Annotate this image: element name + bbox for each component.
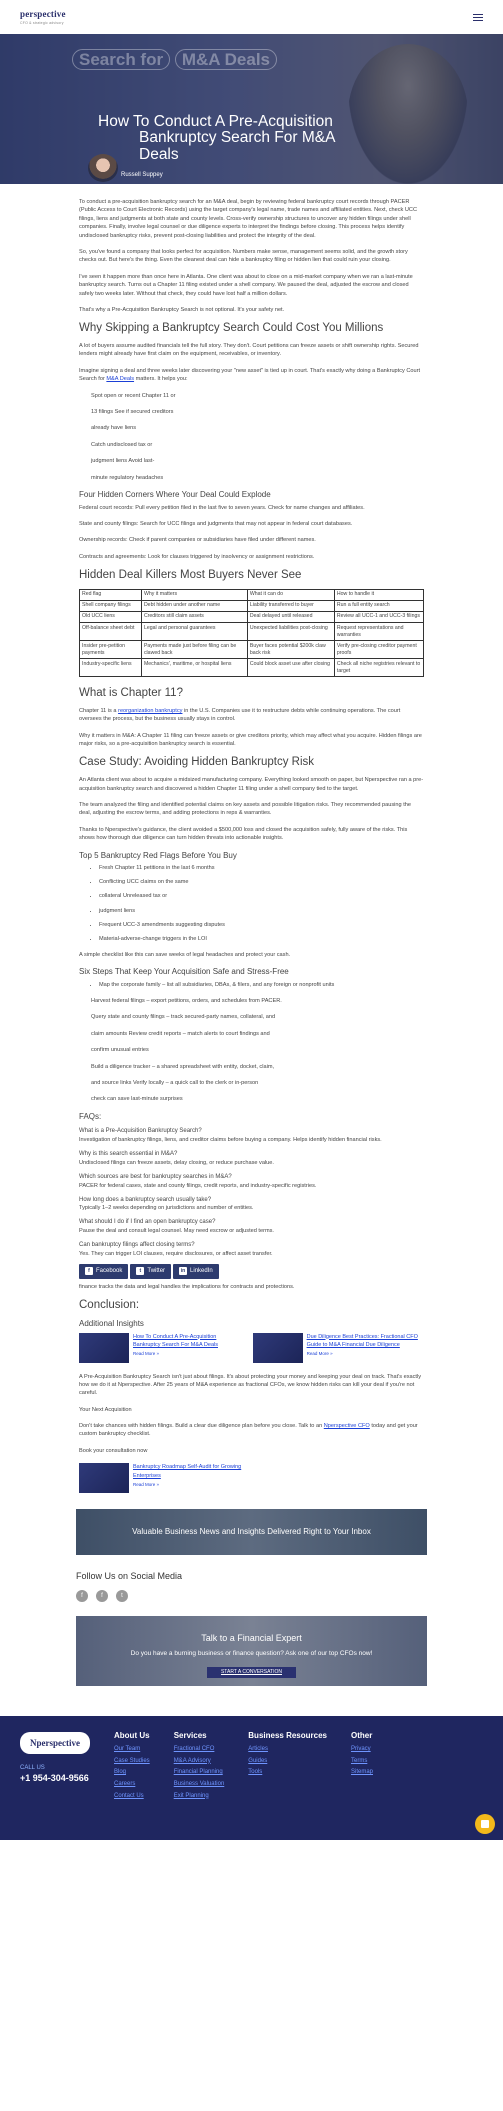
read-more-link[interactable]: Read More » bbox=[306, 1350, 333, 1356]
share-twitter-button[interactable]: t Twitter bbox=[130, 1264, 171, 1279]
list-item: • Map the corporate family – list all subsidiaries, DBAs, & filers, and any foreign or nonprofit units bbox=[99, 981, 424, 989]
paragraph: The team analyzed the filing and identified potential claims on key assets and possible litigation risks. They recommended pausing the deal, adjusting the escrow terms, and adding protections in reps & warranties. bbox=[79, 802, 411, 817]
paragraph: Book your consultation now bbox=[79, 1447, 148, 1454]
footer-link[interactable]: Contact Us bbox=[114, 1792, 144, 1799]
page-title: How To Conduct A Pre-Acquisition Bankruptcy Search For M&A Deals bbox=[98, 113, 336, 163]
facebook-icon[interactable]: f bbox=[96, 1590, 108, 1602]
footer-link[interactable]: Fractional CFO bbox=[173, 1745, 215, 1752]
reorganization-bankruptcy-link[interactable]: reorganization bankruptcy bbox=[118, 707, 183, 714]
related-post-thumbnail[interactable] bbox=[79, 1333, 129, 1363]
related-posts bbox=[79, 1333, 424, 1363]
twitter-icon: t bbox=[136, 1267, 144, 1275]
linkedin-icon: in bbox=[180, 1267, 186, 1274]
footer-link[interactable]: Case Studies bbox=[114, 1757, 150, 1764]
intro-paragraph: So, you've found a company that looks perfect for acquisition. Numbers make sense, management seems solid, and the growth story checks out. But here's the thing. Even the cleanest deal can hide a bankruptcy filing or hidden lien that could ruin your closing. bbox=[79, 248, 408, 264]
footer-brand bbox=[20, 1732, 90, 1840]
list-item: claim amounts Review credit reports – match alerts to court findings and bbox=[91, 1030, 270, 1037]
column-header: What it can do bbox=[247, 589, 334, 600]
table-row bbox=[80, 611, 424, 622]
table-cell: Deal delayed until released bbox=[247, 611, 334, 622]
financial-expert-cta bbox=[76, 1616, 427, 1686]
footer-link[interactable]: Tools bbox=[248, 1769, 263, 1776]
intro-paragraph: To conduct a pre-acquisition bankruptcy search for an M&A deal, begin by reviewing federal bankruptcy court records through PACER (Public Access to Court Electronic Records) using the target company's legal name, trade names and affiliated entities. Next, check UCC filings, liens and judgments at both state and county levels. Cross-verify ownership structures to uncover any hidden filings under shell companies. Finally, involve legal counsel or due diligence experts to interpret the findings before closing. This process helps identify undisclosed bankruptcy risks, prevent post-closing liabilities and protect the integrity of the deal. bbox=[79, 199, 417, 239]
table-cell: Mechanics', maritime, or hospital liens bbox=[141, 659, 247, 677]
footer-link[interactable]: Articles bbox=[248, 1745, 268, 1752]
section-heading: Conclusion: bbox=[79, 1299, 140, 1312]
steps-list bbox=[99, 981, 424, 989]
list-item: judgment liens Avoid last- bbox=[91, 458, 155, 465]
faq-list bbox=[79, 1127, 424, 1258]
author-avatar bbox=[88, 154, 118, 182]
paragraph: Imagine signing a deal and three weeks later discovering your "new asset" is tied up in court. That's exactly why doing a Bankruptcy Court Search for M&A Deals matters. It helps you: bbox=[79, 367, 421, 383]
section-heading: Four Hidden Corners Where Your Deal Could Explode bbox=[79, 490, 271, 499]
faq-question: Can bankruptcy filings affect closing terms? bbox=[79, 1242, 195, 1249]
footer-column-title: Services bbox=[173, 1731, 207, 1741]
footer-column-about bbox=[114, 1732, 150, 1840]
section-heading: What is Chapter 11? bbox=[79, 687, 183, 700]
faq-answer: Pause the deal and consult legal counsel. May need escrow or adjusted terms. bbox=[79, 1228, 274, 1235]
table-cell: Verify pre-closing creditor payment proofs bbox=[334, 641, 423, 659]
table-cell: Insider pre-petition payments bbox=[80, 641, 142, 659]
additional-insights-heading: Additional Insights bbox=[79, 1318, 144, 1328]
table-cell: Liability transferred to buyer bbox=[247, 600, 334, 611]
list-item: Harvest federal filings – export petitions, orders, and schedules from PACER. bbox=[91, 997, 282, 1004]
ma-deals-link[interactable]: M&A Deals bbox=[106, 376, 135, 383]
chat-icon bbox=[481, 1820, 489, 1828]
cta-title: Talk to a Financial Expert bbox=[201, 1633, 302, 1644]
paragraph: A lot of buyers assume audited financials tell the full story. They don't. Court petitions can freeze assets or shift ownership rights. Secured lenders might already have first claim on the equipment, receivables, or inventory. bbox=[79, 343, 419, 358]
hero-watermark: Search for M&A Deals bbox=[72, 48, 277, 73]
faq-question: Which sources are best for bankruptcy searches in M&A? bbox=[79, 1173, 232, 1180]
table-cell: Check all niche registries relevant to target bbox=[334, 659, 423, 677]
footer-link[interactable]: Our Team bbox=[114, 1745, 141, 1752]
share-facebook-button[interactable]: f Facebook bbox=[79, 1264, 128, 1279]
faq-answer: Undisclosed filings can freeze assets, delay closing, or reduce purchase value. bbox=[79, 1159, 274, 1166]
table-row bbox=[80, 659, 424, 677]
table-cell: Debt hidden under another name bbox=[141, 600, 247, 611]
footer-column-title: Business Resources bbox=[248, 1731, 327, 1741]
article-body bbox=[76, 184, 427, 1493]
faq-question: How long does a bankruptcy search usually take? bbox=[79, 1196, 212, 1203]
table-row bbox=[80, 600, 424, 611]
footer-link[interactable]: Blog bbox=[114, 1769, 127, 1776]
paragraph: Chapter 11 is a reorganization bankruptcy in the U.S. Companies use it to restructure debts while continuing operations. The court oversees the process, but the business usually stays in control. bbox=[79, 707, 401, 723]
footer-link[interactable]: Financial Planning bbox=[173, 1769, 223, 1776]
table-cell: Unexpected liabilities post-closing bbox=[247, 623, 334, 641]
footer-column-resources bbox=[248, 1732, 327, 1840]
footer-column-services bbox=[174, 1732, 225, 1840]
faq-answer: Investigation of bankruptcy filings, liens, and creditor claims before buying a company. Helps identify hidden financial risks. bbox=[79, 1136, 382, 1143]
list-item: and source links Verify locally – a quick call to the clerk or in-person bbox=[91, 1079, 259, 1086]
twitter-icon[interactable]: t bbox=[116, 1590, 128, 1602]
start-conversation-button[interactable]: START A CONVERSATION bbox=[207, 1667, 296, 1678]
follow-section bbox=[76, 1571, 427, 1602]
list-item: minute regulatory headaches bbox=[91, 474, 164, 481]
footer-link[interactable]: Privacy bbox=[350, 1745, 371, 1752]
list-item: 13 filings See if secured creditors bbox=[91, 409, 174, 416]
footer-link[interactable]: Guides bbox=[248, 1757, 268, 1764]
newsletter-banner[interactable]: Valuable Business News and Insights Delivered Right to Your Inbox bbox=[76, 1509, 427, 1555]
faq-question: Why is this search essential in M&A? bbox=[79, 1151, 178, 1158]
list-item: • Frequent UCC-3 amendments suggesting disputes bbox=[99, 921, 424, 929]
list-item: • collateral Unreleased tax or bbox=[99, 892, 424, 900]
paragraph: An Atlanta client was about to acquire a midsized manufacturing company. Everything looked smooth on paper, but Nperspective ran a pre-acquisition bankruptcy search and discovered a hidden Chapter 11 filing under a shell company tied to the target. bbox=[79, 777, 424, 792]
table-row bbox=[80, 623, 424, 641]
section-heading: Case Study: Avoiding Hidden Bankruptcy Risk bbox=[79, 756, 315, 769]
paragraph: Don't take chances with hidden filings. Build a clear due diligence plan before you close. Talk to an Nperspective CFO today and get your custom bankruptcy checklist. bbox=[79, 1423, 418, 1438]
related-post-title[interactable]: Due Diligence Best Practices: Fractional CFO Guide to M&A Financial Due Diligence bbox=[306, 1333, 418, 1349]
share-linkedin-button[interactable]: in LinkedIn bbox=[173, 1264, 219, 1279]
section-heading: Six Steps That Keep Your Acquisition Safe and Stress-Free bbox=[79, 967, 289, 977]
red-flags-list bbox=[99, 864, 424, 943]
hamburger-menu-icon[interactable] bbox=[473, 14, 483, 21]
footer-column-title: About Us bbox=[114, 1731, 150, 1741]
footer-link[interactable]: Sitemap bbox=[350, 1769, 373, 1776]
section-heading: FAQs: bbox=[79, 1111, 102, 1121]
column-header: How to handle it bbox=[334, 589, 423, 600]
paragraph: Federal court records: Pull every petition filed in the last five to seven years. Check for name changes and affiliates. bbox=[79, 504, 365, 511]
list-item: already have liens bbox=[91, 425, 137, 432]
section-heading: Hidden Deal Killers Most Buyers Never See bbox=[79, 569, 302, 582]
faq-answer: Typically 1–2 weeks depending on jurisdictions and number of entities. bbox=[79, 1205, 254, 1212]
column-header: Red flag bbox=[80, 589, 142, 600]
site-logo[interactable]: perspective CFO & strategic advisory bbox=[20, 8, 66, 25]
chat-widget-button[interactable] bbox=[475, 1814, 495, 1834]
list-item: Build a diligence tracker – a shared spreadsheet with entity, docket, claim, bbox=[91, 1063, 275, 1070]
list-item: Spot open or recent Chapter 11 or bbox=[91, 392, 176, 399]
table-cell: Buyer faces potential $200k claw back risk bbox=[247, 641, 334, 659]
author-name: Russell Suppey bbox=[121, 171, 163, 178]
paragraph: A simple checklist like this can save weeks of legal headaches and protect your cash. bbox=[79, 951, 291, 958]
table-cell: Old UCC liens bbox=[80, 611, 142, 622]
faq-answer: Yes. They can trigger LOI clauses, require disclosures, or affect asset transfer. bbox=[79, 1250, 273, 1257]
table-cell: Industry-specific liens bbox=[80, 659, 142, 677]
table-cell: Request representations and warranties bbox=[334, 623, 423, 641]
list-item: • Fresh Chapter 11 petitions in the last 6 months bbox=[99, 864, 424, 872]
related-post-title[interactable]: Bankruptcy Roadmap Self-Audit for Growing Enterprises bbox=[133, 1464, 242, 1479]
site-footer bbox=[0, 1716, 503, 1840]
follow-heading: Follow Us on Social Media bbox=[76, 1571, 183, 1582]
related-post-title[interactable]: How To Conduct A Pre-Acquisition Bankruptcy Search For M&A Deals bbox=[133, 1333, 218, 1349]
related-post-thumbnail[interactable] bbox=[79, 1463, 129, 1493]
table-cell: Review all UCC-1 and UCC-3 filings bbox=[334, 611, 423, 622]
paragraph: A Pre-Acquisition Bankruptcy Search isn't just about filings. It's about protecting your money and keeping your deal on track. That's exactly how we do it at Nperspective. After 25 years of M&A experience as fractional CFOs, we know hidden risks can kill your deal if you're not careful. bbox=[79, 1373, 422, 1397]
steps-continued-list bbox=[91, 997, 424, 1104]
social-icons bbox=[76, 1590, 427, 1602]
top-navigation-bar bbox=[0, 0, 503, 34]
table-cell: Run a full entity search bbox=[334, 600, 423, 611]
list-item: • Material-adverse-change triggers in the LOI bbox=[99, 935, 424, 943]
paragraph: finance tracks the data and legal handles the implications for contracts and protections. bbox=[79, 1283, 295, 1290]
paragraph: Why it matters in M&A: A Chapter 11 filing can freeze assets or give creditors priority, which may affect what you acquire. Hidden filings are major risks, so a pre-acquisition bankruptcy search is essential. bbox=[79, 732, 422, 748]
share-buttons bbox=[79, 1264, 424, 1279]
list-item: • Conflicting UCC claims on the same bbox=[99, 878, 424, 886]
table-header-row bbox=[80, 589, 424, 600]
faq-answer: PACER for federal cases, state and county filings, credit reports, and industry-specific registries. bbox=[79, 1182, 317, 1189]
related-post-card[interactable] bbox=[253, 1333, 419, 1363]
related-post-card[interactable] bbox=[79, 1463, 245, 1493]
list-item: Query state and county filings – track secured-party names, collateral, and bbox=[91, 1014, 276, 1021]
section-heading: Why Skipping a Bankruptcy Search Could Cost You Millions bbox=[79, 322, 384, 335]
paragraph: Your Next Acquisition bbox=[79, 1406, 132, 1413]
section-heading: Top 5 Bankruptcy Red Flags Before You Buy bbox=[79, 850, 237, 860]
list-item: check can save last-minute surprises bbox=[91, 1096, 183, 1103]
cta-subtitle: Do you have a burning business or finance question? Ask one of our top CFOs now! bbox=[130, 1650, 373, 1658]
instagram-icon[interactable]: f bbox=[76, 1590, 88, 1602]
author-byline bbox=[88, 154, 163, 182]
table-cell: Shell company filings bbox=[80, 600, 142, 611]
intro-paragraph: That's why a Pre-Acquisition Bankruptcy Search is not optional. It's your safety net. bbox=[79, 306, 285, 313]
paragraph: Thanks to Nperspective's guidance, the client avoided a $500,000 loss and closed the acquisition safely, fully aware of the risks. This shows how thorough due diligence can turn hidden threats into actionable insights. bbox=[79, 826, 408, 842]
deal-killers-table bbox=[79, 589, 424, 677]
related-posts bbox=[79, 1463, 424, 1493]
footer-column-title: Other bbox=[350, 1731, 373, 1741]
hero-banner bbox=[0, 34, 503, 184]
paragraph: Contracts and agreements: Look for clauses triggered by insolvency or assignment restrictions. bbox=[79, 553, 315, 560]
paragraph: State and county filings: Search for UCC filings and judgments that may not appear in federal court databases. bbox=[79, 520, 353, 527]
footer-link[interactable]: Careers bbox=[114, 1780, 136, 1787]
footer-column-other bbox=[351, 1732, 373, 1840]
faq-question: What should I do if I find an open bankruptcy case? bbox=[79, 1219, 216, 1226]
faq-question: What is a Pre-Acquisition Bankruptcy Search? bbox=[79, 1128, 202, 1135]
paragraph: Ownership records: Check if parent companies or subsidiaries have filed under different names. bbox=[79, 537, 316, 544]
related-post-card[interactable] bbox=[79, 1333, 245, 1363]
table-cell: Creditors still claim assets bbox=[141, 611, 247, 622]
call-us-label: CALL US bbox=[20, 1765, 45, 1772]
table-row bbox=[80, 641, 424, 659]
column-header: Why it matters bbox=[141, 589, 247, 600]
list-item: • judgment liens bbox=[99, 907, 424, 915]
footer-link[interactable]: Exit Planning bbox=[173, 1792, 209, 1799]
read-more-link[interactable]: Read More » bbox=[133, 1350, 160, 1356]
related-post-thumbnail[interactable] bbox=[253, 1333, 303, 1363]
nperspective-cfo-link[interactable]: Nperspective CFO bbox=[323, 1423, 370, 1430]
list-item: confirm unusual entries bbox=[91, 1047, 149, 1054]
footer-logo[interactable]: Nperspective bbox=[20, 1732, 90, 1754]
table-cell: Payments made just before filing can be clawed back bbox=[141, 641, 247, 659]
intro-paragraph: I've seen it happen more than once here in Atlanta. One client was about to close on a mid-market company when we ran a last-minute bankruptcy search. Turns out a Chapter 11 filing existed under a shell company. We paused the deal, adjusted the escrow and closed safely two weeks later. Without that check, they could have lost half a million dollars. bbox=[79, 273, 413, 297]
list-item: Catch undisclosed tax or bbox=[91, 441, 153, 448]
read-more-link[interactable]: Read More » bbox=[133, 1481, 160, 1487]
table-cell: Legal and personal guarantees bbox=[141, 623, 247, 641]
footer-link[interactable]: Terms bbox=[350, 1757, 368, 1764]
table-cell: Off-balance sheet debt bbox=[80, 623, 142, 641]
benefits-list bbox=[91, 392, 424, 482]
phone-number[interactable]: +1 954-304-9566 bbox=[20, 1772, 89, 1783]
facebook-icon: f bbox=[85, 1267, 93, 1275]
table-cell: Could block asset use after closing bbox=[247, 659, 334, 677]
footer-link[interactable]: M&A Advisory bbox=[173, 1757, 211, 1764]
footer-link[interactable]: Business Valuation bbox=[173, 1780, 225, 1787]
